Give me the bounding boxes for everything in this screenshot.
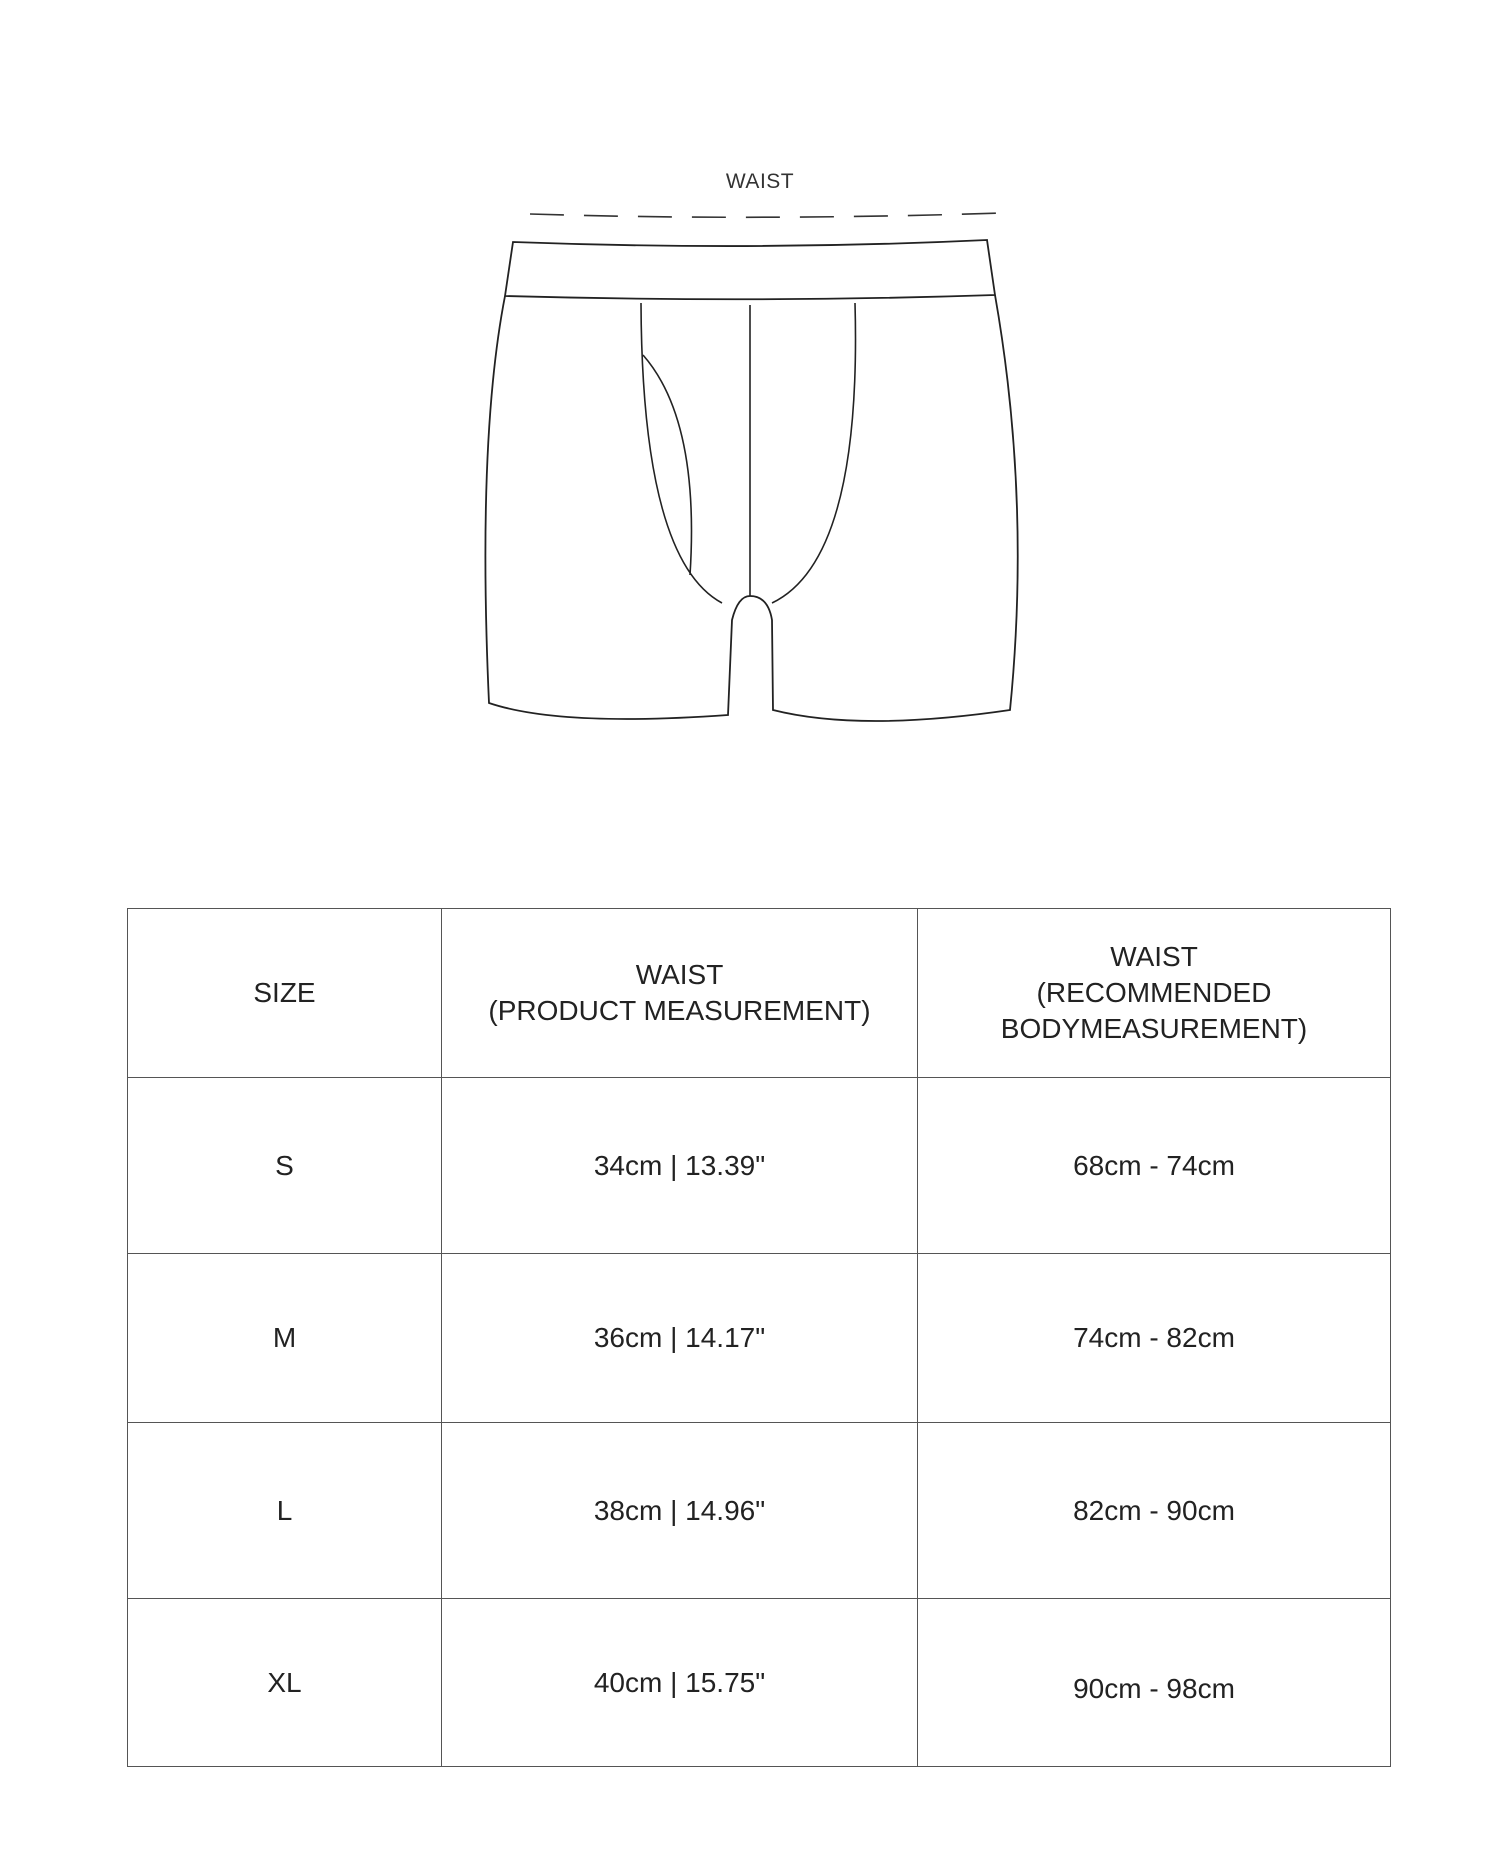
header-body-measurement (918, 909, 1391, 1078)
table-row (128, 1599, 1391, 1767)
garment-body-outline (485, 295, 1017, 721)
body-measurement-cell: 82cm - 90cm (918, 1423, 1391, 1599)
size-cell: S (128, 1078, 442, 1254)
size-chart-table (127, 908, 1391, 1767)
table-header-row (128, 909, 1391, 1078)
size-cell: XL (128, 1599, 442, 1767)
body-measurement-cell: 68cm - 74cm (918, 1078, 1391, 1254)
header-size: SIZE (128, 909, 442, 1078)
product-measurement-cell: 36cm | 14.17" (442, 1254, 918, 1423)
product-measurement-cell: 34cm | 13.39" (442, 1078, 918, 1254)
table-row (128, 1423, 1391, 1599)
header-product-line1: WAIST (635, 959, 724, 990)
pouch-left-seam (641, 303, 722, 603)
fly-panel-seam (643, 355, 691, 575)
pouch-right-seam (772, 303, 856, 603)
header-body-line1: WAIST (1110, 941, 1198, 972)
boxer-brief-icon (0, 0, 1500, 760)
header-product-line2: (PRODUCT MEASUREMENT) (488, 995, 871, 1026)
garment-diagram (0, 0, 1500, 760)
header-body-line2: (RECOMMENDED (1036, 977, 1272, 1008)
waist-label: WAIST (725, 170, 795, 193)
header-body-line3: BODYMEASUREMENT) (1000, 1013, 1308, 1044)
product-measurement-cell: 38cm | 14.96" (442, 1423, 918, 1599)
product-measurement-cell: 40cm | 15.75" (442, 1599, 918, 1767)
size-cell: M (128, 1254, 442, 1423)
body-measurement-cell: 90cm - 98cm (918, 1599, 1391, 1767)
header-product-measurement (442, 909, 918, 1078)
body-measurement-cell: 74cm - 82cm (918, 1254, 1391, 1423)
table-row (128, 1254, 1391, 1423)
size-cell: L (128, 1423, 442, 1599)
waistband-outline (505, 240, 995, 299)
table-row (128, 1078, 1391, 1254)
waist-dashed-line (530, 213, 1003, 217)
